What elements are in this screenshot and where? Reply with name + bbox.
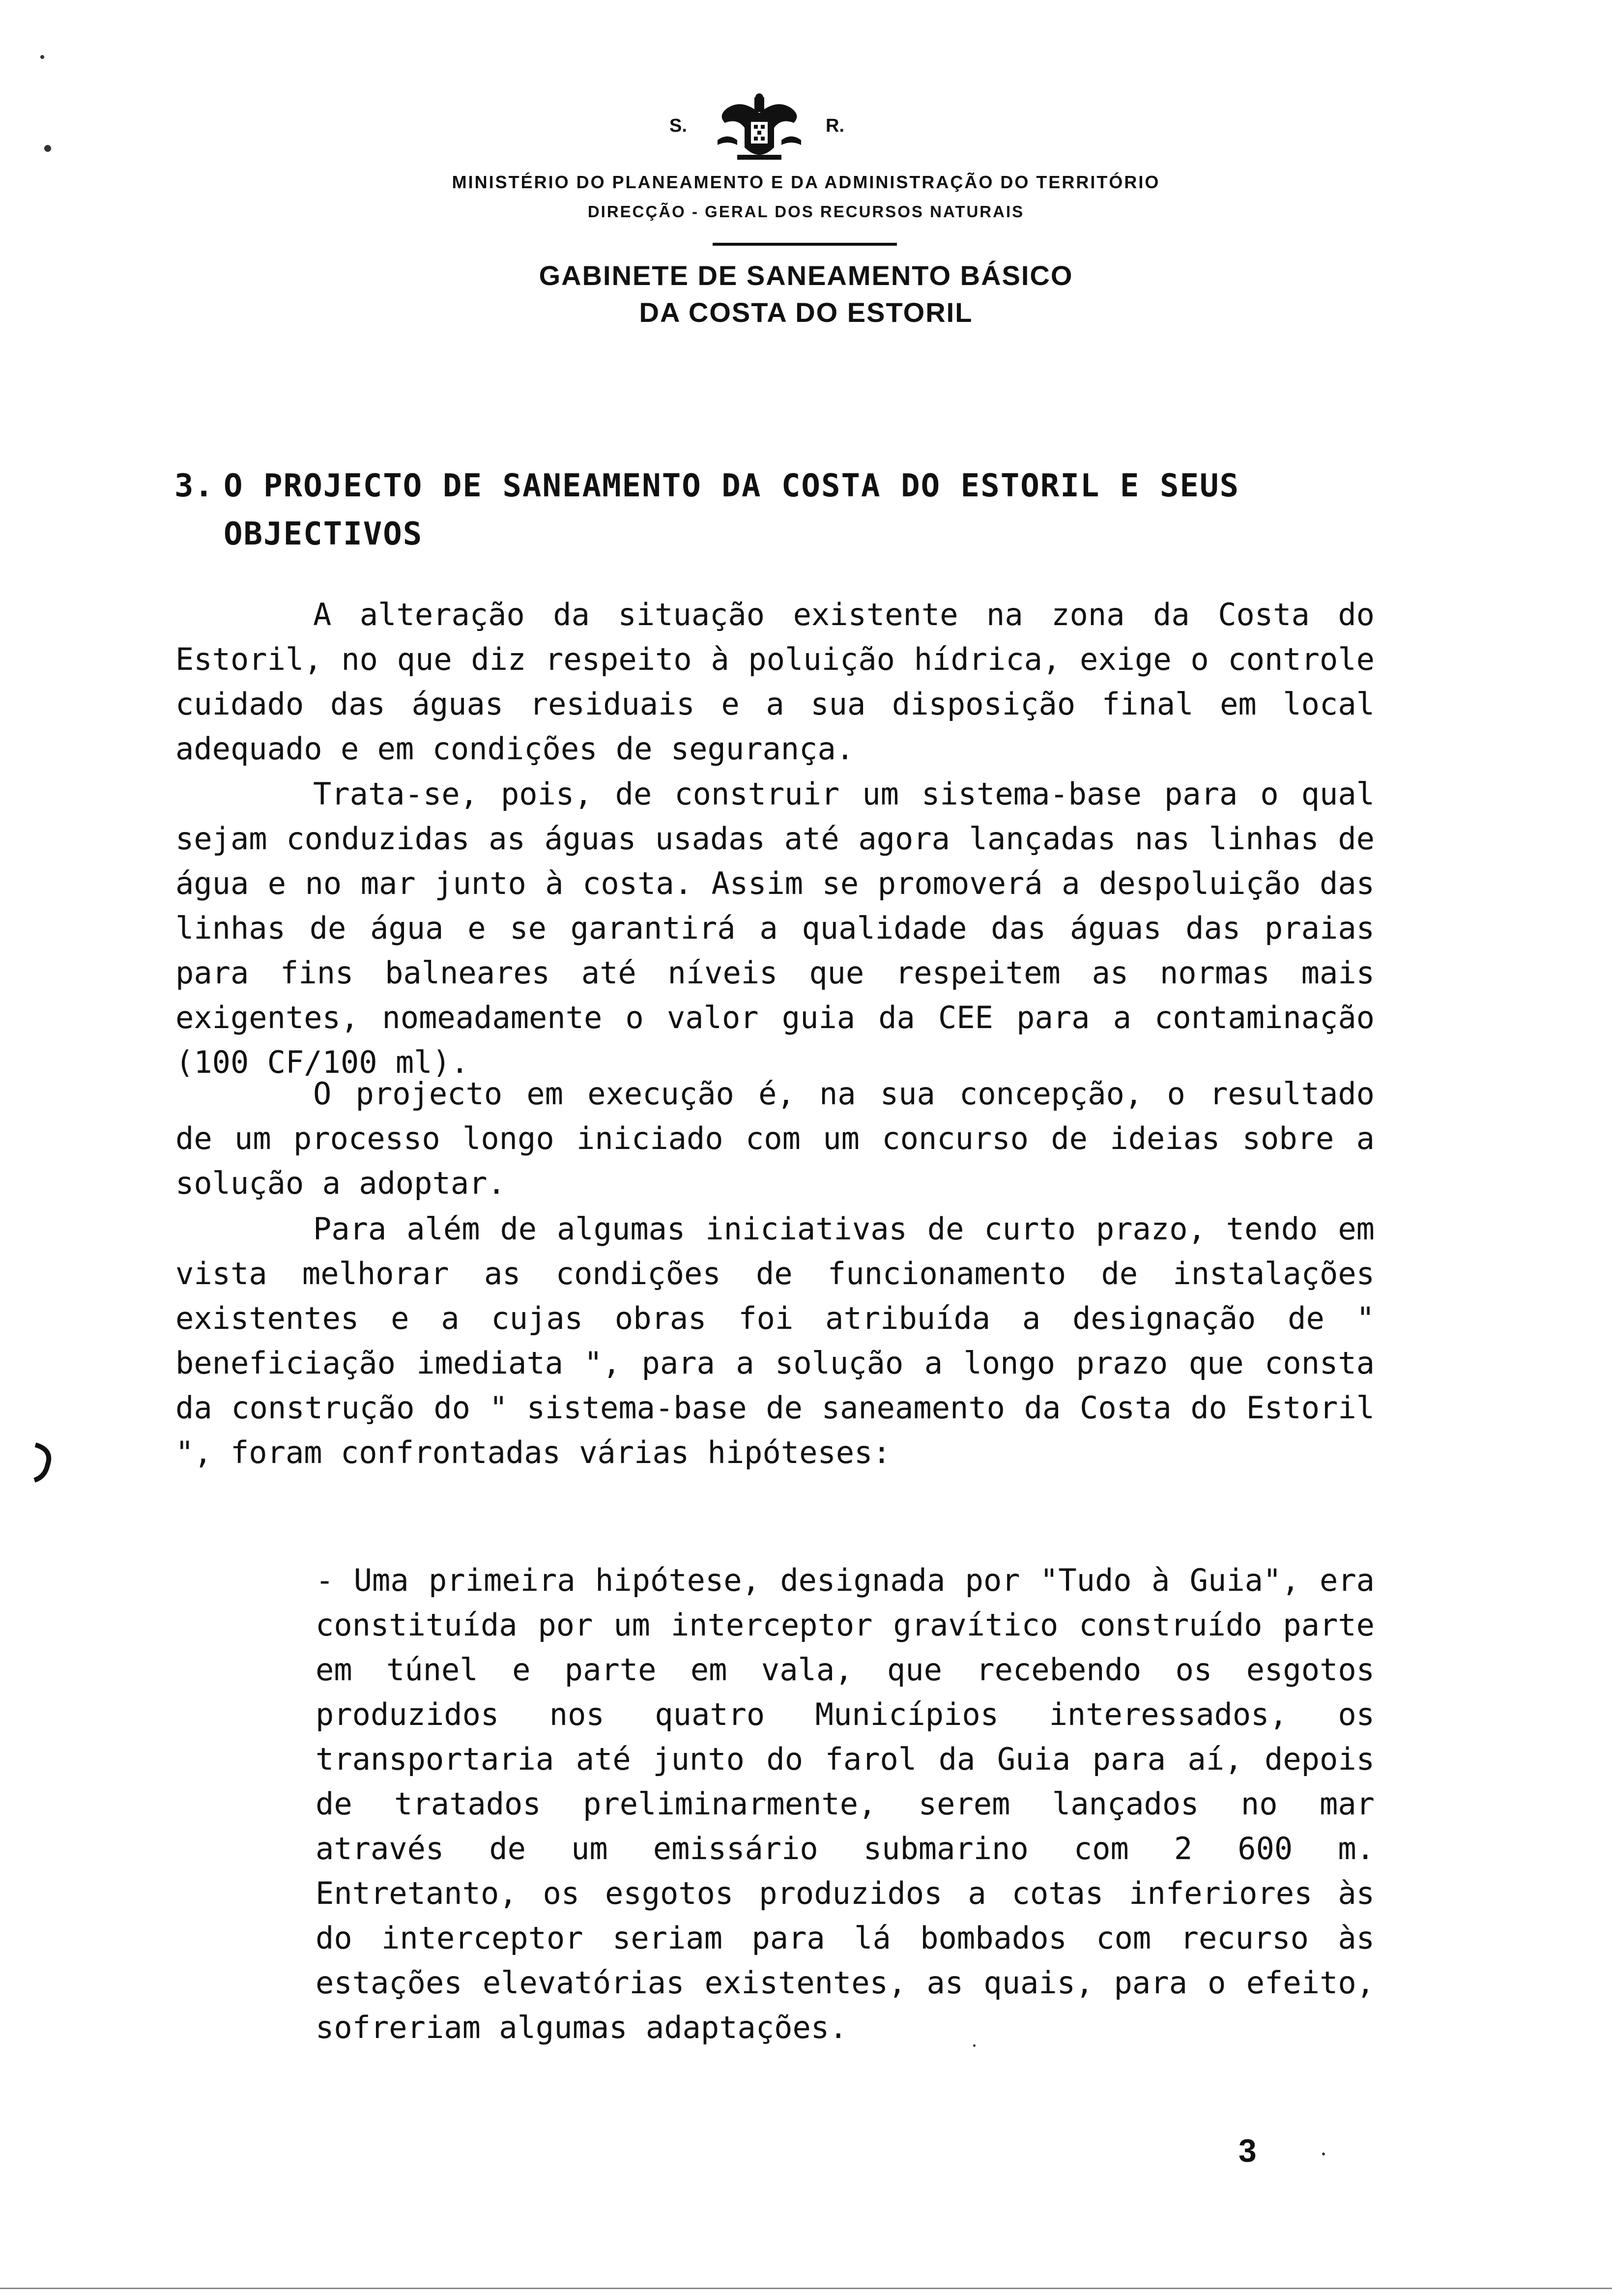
emblem-left-letter: S. [669,115,687,136]
scan-speck [44,145,51,152]
office-name-line2: DA COSTA DO ESTORIL [639,297,973,328]
directorate-name: DIRECÇÃO - GERAL DOS RECURSOS NATURAIS [587,202,1025,221]
scan-speck [40,55,44,59]
scan-speck [1322,2152,1325,2155]
paragraph-3: O projecto em execução é, na sua concepção, o resultado de um processo longo iniciado com um concurso de ideias sobre a solução a adoptar. [175,1076,1375,1201]
scan-speck [973,2044,976,2047]
page-number: 3 [1238,2132,1257,2169]
ministry-name: MINISTÉRIO DO PLANEAMENTO E DA ADMINISTRAÇÃO DO TERRITÓRIO [452,172,1160,192]
section-title [174,462,1433,558]
letterhead-emblem-row [659,93,875,167]
paragraph-4: Para além de algumas iniciativas de curto prazo, tendo em vista melhorar as condições de funcionamento de instalações existentes e a cujas obras foi atribuída a designação de " beneficiação imediata ", para a solução a longo prazo que consta da construção do " sistema-base de saneamento da Costa do Estoril ", foram confrontadas várias hipóteses: [175,1211,1375,1470]
office-name-line1: GABINETE DE SANEAMENTO BÁSICO [539,260,1073,291]
section-title-line1: O PROJECTO DE SANEAMENTO DA COSTA DO ESTORIL E SEUS [224,468,1240,504]
section-number: 3. [174,468,215,504]
emblem-right-letter: R. [826,115,844,136]
coat-of-arms-icon [708,93,811,167]
binding-hole-mark-icon [30,1440,55,1484]
paragraph-2: Trata-se, pois, de construir um sistema-base para o qual sejam conduzidas as águas usadas até agora lançadas nas linhas de água e no mar junto à costa. Assim se promoverá a despoluição das linhas de água e se garantirá a qualidade das águas das praias para fins balneares até níveis que respeitem as normas mais exigentes, nomeadamente o valor guia da CEE para a contaminação (100 CF/100 ml). [175,776,1375,1080]
paragraph-1: A alteração da situação existente na zona da Costa do Estoril, no que diz respeito à poluição hídrica, exige o controle cuidado das águas residuais e a sua disposição final em local adequado e em condições de segurança. [175,597,1375,767]
section-title-line2: OBJECTIVOS [224,516,423,552]
hypothesis-bullet-1: - Uma primeira hipótese, designada por "Tudo à Guia", era constituída por um interceptor gravítico construído parte em túnel e parte em vala, que recebendo os esgotos produzidos nos quatro Municípios interessados, os transportaria até junto do farol da Guia para aí, depois de tratados preliminarmente, serem lançados no mar através de um emissário submarino com 2 600 m. Entretanto, os esgotos produzidos a cotas inferiores às do interceptor seriam para lá bombados com recurso às estações elevatórias existentes, as quais, para o efeito, sofreriam algumas adaptações. [316,1562,1375,2045]
header-divider [713,243,897,246]
page-bottom-edge [0,2288,1612,2289]
